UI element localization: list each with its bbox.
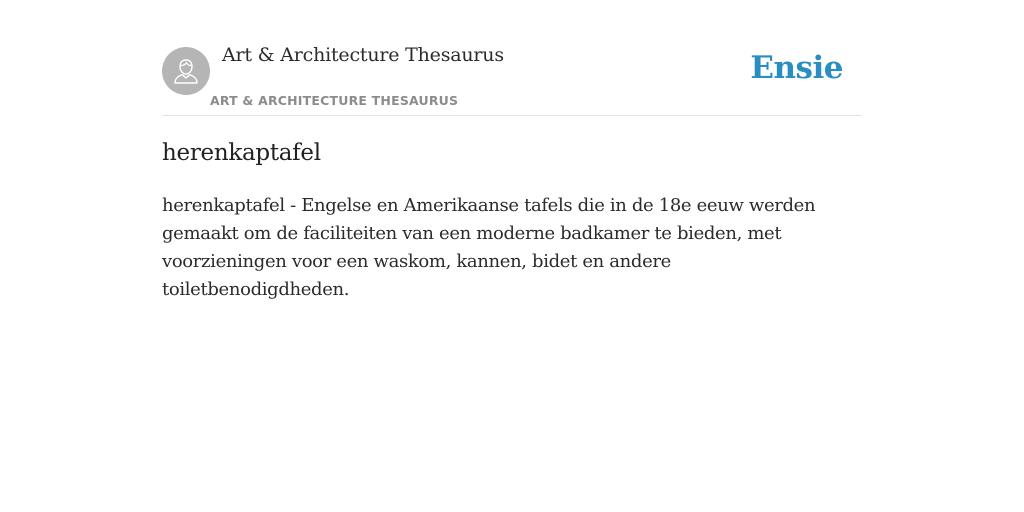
entry-term: herenkaptafel xyxy=(162,140,321,166)
source-label[interactable]: ART & ARCHITECTURE THESAURUS xyxy=(210,93,459,108)
user-avatar-icon xyxy=(171,56,201,86)
entry-definition: herenkaptafel - Engelse en Amerikaanse tafels die in de 18e eeuw werden gemaakt om de faciliteiten van een moderne badkamer te bieden, met voorzieningen voor een waskom, kannen, bidet en andere toiletbenodigdheden. xyxy=(162,195,816,300)
ensie-logo[interactable]: Ensie xyxy=(750,50,843,86)
entry-card xyxy=(162,0,862,300)
avatar[interactable] xyxy=(162,47,210,95)
entry-header xyxy=(162,0,862,116)
author-name[interactable]: Art & Architecture Thesaurus xyxy=(222,44,504,66)
